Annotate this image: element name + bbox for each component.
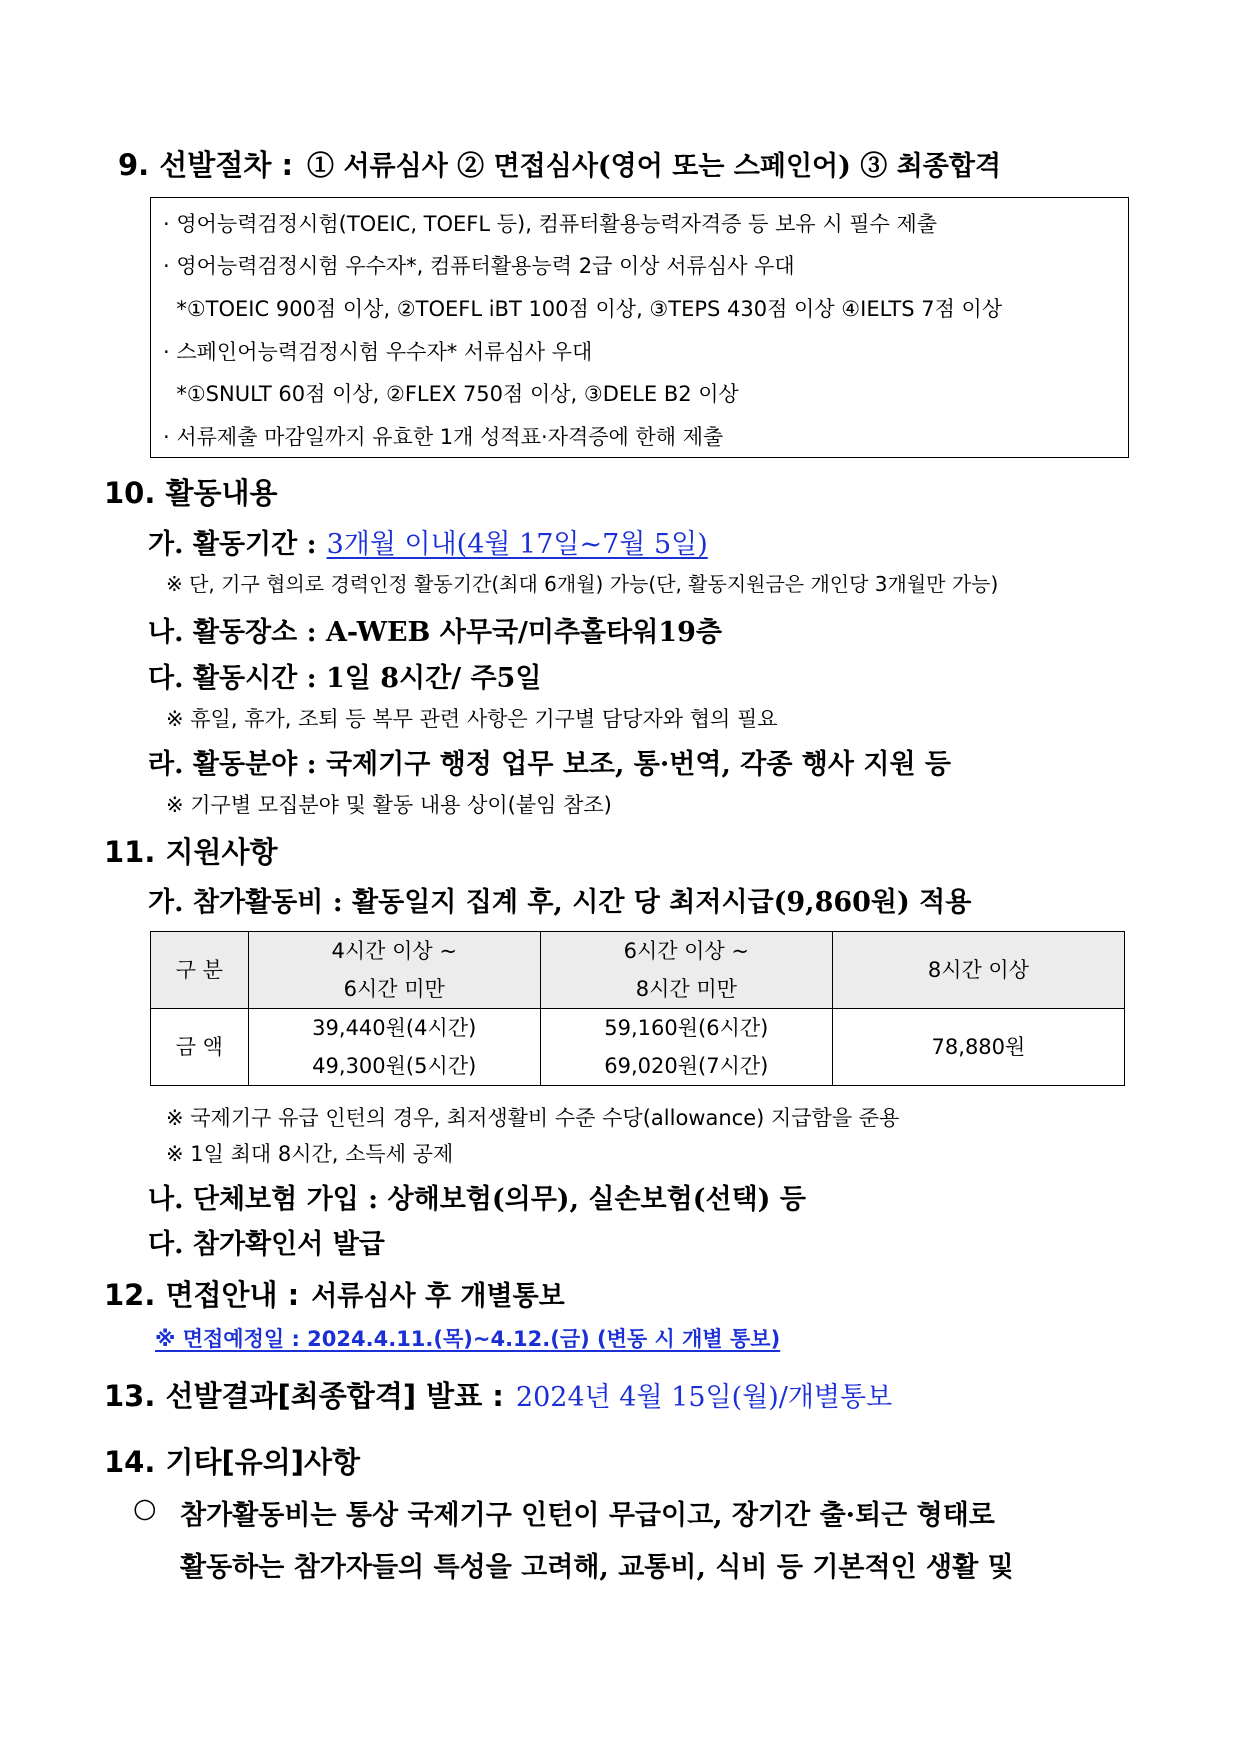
section-14-heading: 14. 기타[유의]사항 [104, 1445, 361, 1479]
selection-steps: ① 서류심사 ② 면접심사(영어 또는 스페인어) ③ 최종합격 [307, 151, 1002, 182]
header-6to8-line2: 8시간 미만 [635, 977, 737, 1001]
activity-hours-note: ※ 휴일, 휴가, 조퇴 등 복무 관련 사항은 기구별 담당자와 협의 필요 [166, 707, 778, 731]
box-line-6: · 서류제출 마감일까지 유효한 1개 성적표·자격증에 한해 제출 [163, 425, 724, 449]
section-13-row [104, 1374, 892, 1415]
section-10-heading: 10. 활동내용 [104, 476, 278, 510]
box-line-2: · 영어능력검정시험 우수자*, 컴퓨터활용능력 2급 이상 서류심사 우대 [163, 254, 795, 278]
header-4to6 [248, 932, 540, 1009]
result-announcement-date: 2024년 4월 15일(월)/개별통보 [515, 1382, 893, 1413]
bullet-circle: ○ [133, 1493, 157, 1524]
allowance-note-1: ※ 국제기구 유급 인턴의 경우, 최저생활비 수준 수당(allowance) 지급함을 준용 [166, 1106, 900, 1130]
section-11-heading: 11. 지원사항 [104, 835, 278, 869]
header-4to6-line2: 6시간 미만 [343, 977, 445, 1001]
group-insurance: 나. 단체보험 가입 : 상해보험(의무), 실손보험(선택) 등 [148, 1184, 806, 1215]
section-9-heading: 9. 선발절차 : [118, 148, 294, 182]
activity-period-row [148, 522, 708, 561]
header-6to8-line1: 6시간 이상 ~ [623, 939, 750, 963]
header-8plus [832, 932, 1124, 1009]
box-line-5: *①SNULT 60점 이상, ②FLEX 750점 이상, ③DELE B2 이상 [163, 382, 739, 406]
activity-period-value: 3개월 이내(4월 17일~7월 5일) [326, 529, 708, 560]
amount-8h: 78,880원 [931, 1035, 1026, 1059]
activity-period-label: 가. 활동기간 : [148, 529, 317, 560]
amount-label: 금 액 [175, 1035, 223, 1059]
activity-place: 나. 활동장소 : A-WEB 사무국/미추홀타워19층 [148, 617, 722, 648]
amount-6to8 [540, 1009, 832, 1086]
table-header-row [151, 932, 1125, 1009]
amount-7h: 69,020원(7시간) [604, 1054, 769, 1078]
header-8plus-label: 8시간 이상 [927, 958, 1030, 982]
interview-notice: 서류심사 후 개별통보 [311, 1281, 565, 1312]
amount-8plus [832, 1009, 1124, 1086]
box-line-3: *①TOEIC 900점 이상, ②TOEFL iBT 100점 이상, ③TEPS 430점 이상 ④IELTS 7점 이상 [163, 297, 1003, 321]
notice-line-1: 참가활동비는 통상 국제기구 인턴이 무급이고, 장기간 출·퇴근 형태로 [180, 1500, 995, 1531]
allowance-note-2: ※ 1일 최대 8시간, 소득세 공제 [166, 1142, 454, 1166]
amount-5h: 49,300원(5시간) [312, 1054, 477, 1078]
header-category-label: 구 분 [175, 958, 223, 982]
header-6to8 [540, 932, 832, 1009]
table-row [151, 1009, 1125, 1086]
activity-field: 라. 활동분야 : 국제기구 행정 업무 보조, 통·번역, 각종 행사 지원 등 [148, 749, 952, 780]
notice-line-2: 활동하는 참가자들의 특성을 고려해, 교통비, 식비 등 기본적인 생활 및 [180, 1552, 1014, 1583]
header-category [151, 932, 249, 1009]
qualification-box [150, 197, 1129, 458]
section-12-row [104, 1273, 565, 1314]
row-amount-label [151, 1009, 249, 1086]
activity-hours: 다. 활동시간 : 1일 8시간/ 주5일 [148, 663, 542, 694]
amount-4to6 [248, 1009, 540, 1086]
header-4to6-line1: 4시간 이상 ~ [331, 939, 457, 963]
section-12-heading: 12. 면접안내 : [104, 1278, 300, 1312]
activity-field-note: ※ 기구별 모집분야 및 활동 내용 상이(붙임 참조) [166, 793, 612, 817]
participation-certificate: 다. 참가확인서 발급 [148, 1229, 385, 1260]
box-line-1: · 영어능력검정시험(TOEIC, TOEFL 등), 컴퓨터활용능력자격증 등 보유 시 필수 제출 [163, 212, 938, 236]
section-9-heading-row [118, 143, 1001, 184]
allowance-table [150, 931, 1125, 1086]
amount-4h: 39,440원(4시간) [312, 1016, 477, 1040]
section-13-heading: 13. 선발결과[최종합격] 발표 : [104, 1379, 504, 1413]
activity-period-note: ※ 단, 기구 협의로 경력인정 활동기간(최대 6개월) 가능(단, 활동지원금은 개인당 3개월만 가능) [166, 572, 999, 596]
box-line-4: · 스페인어능력검정시험 우수자* 서류심사 우대 [163, 340, 593, 364]
activity-allowance: 가. 참가활동비 : 활동일지 집계 후, 시간 당 최저시급(9,860원) 적용 [148, 887, 972, 918]
amount-6h: 59,160원(6시간) [604, 1016, 769, 1040]
interview-date-note: ※ 면접예정일 : 2024.4.11.(목)~4.12.(금) (변동 시 개별 통보) [155, 1327, 781, 1351]
